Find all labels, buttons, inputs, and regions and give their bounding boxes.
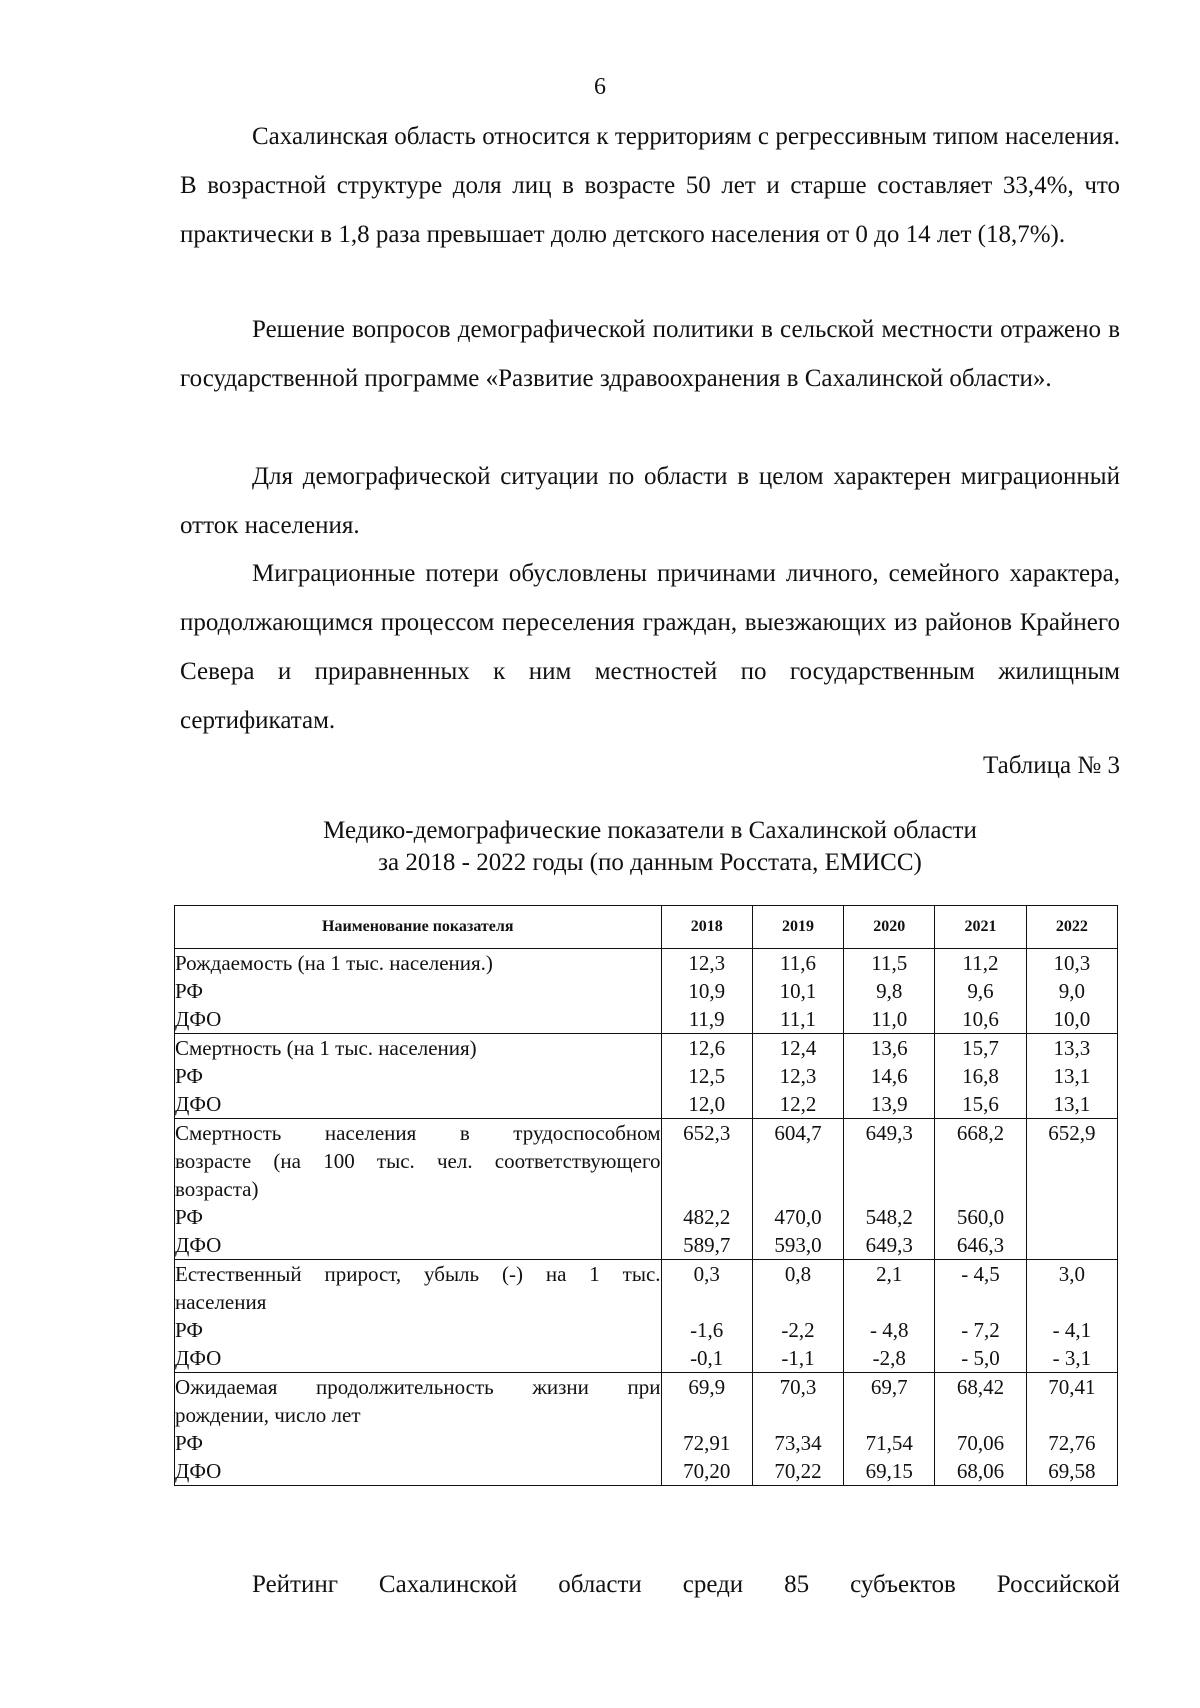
- value: [1027, 1401, 1117, 1429]
- indicator-line: населения: [175, 1290, 267, 1314]
- value: 69,9: [688, 1375, 726, 1399]
- indicator-line: РФ: [175, 1318, 203, 1342]
- value: 72,76: [1048, 1431, 1096, 1455]
- indicator-line: РФ: [175, 1205, 203, 1229]
- value-cell: [844, 1119, 935, 1260]
- value: [753, 1147, 843, 1175]
- paragraph-2: Решение вопросов демографической политики в сельской местности отражено в государственной программе «Развитие здравоохранения в Сахалинской области».: [180, 316, 1120, 392]
- value: [662, 1288, 752, 1316]
- value: [935, 1288, 1025, 1316]
- indicator-line: Рождаемость (на 1 тыс. населения.): [175, 951, 493, 975]
- value: 0,3: [693, 1262, 720, 1286]
- value: [753, 1288, 843, 1316]
- value-cell: [935, 1119, 1026, 1260]
- value: 12,6: [688, 1036, 726, 1060]
- value: [935, 1401, 1025, 1429]
- indicator-line: Смертность населения в трудоспособном: [175, 1121, 661, 1145]
- value: 13,1: [1053, 1064, 1091, 1088]
- indicator-line: Ожидаемая продолжительность жизни при: [175, 1375, 661, 1399]
- value-cell: [935, 1260, 1026, 1373]
- value: 71,54: [865, 1431, 913, 1455]
- value: 10,0: [1053, 1007, 1091, 1031]
- value: 70,3: [779, 1375, 817, 1399]
- value: [1027, 1175, 1117, 1203]
- value: 10,1: [779, 979, 817, 1003]
- value: [844, 1401, 934, 1429]
- indicator-line: РФ: [175, 1431, 203, 1455]
- value-cell: [1026, 949, 1117, 1034]
- header-year-2021: 2021: [935, 906, 1026, 949]
- value: 604,7: [774, 1121, 822, 1145]
- indicator-line: ДФО: [175, 1459, 222, 1483]
- value: 69,7: [870, 1375, 908, 1399]
- value: -2,2: [781, 1318, 815, 1342]
- value: [662, 1147, 752, 1175]
- value-cell: [1026, 1119, 1117, 1260]
- indicator-line: РФ: [175, 1064, 203, 1088]
- paragraph-3: Для демографической ситуации по области в целом характерен миграционный отток населения.: [180, 463, 1120, 539]
- value: - 3,1: [1052, 1346, 1092, 1370]
- value: 548,2: [865, 1205, 913, 1229]
- table-row-birth-rate: [175, 949, 1118, 1034]
- value-cell: [1026, 1373, 1117, 1486]
- indicator-line: возраста): [175, 1177, 259, 1201]
- value: 10,9: [688, 979, 726, 1003]
- value: [844, 1288, 934, 1316]
- value: 649,3: [865, 1121, 913, 1145]
- value: 589,7: [683, 1233, 731, 1257]
- value: [662, 1175, 752, 1203]
- indicator-name: [175, 949, 662, 1034]
- value: 470,0: [774, 1205, 822, 1229]
- value: 13,3: [1053, 1036, 1091, 1060]
- header-year-2022: 2022: [1026, 906, 1117, 949]
- value: 560,0: [956, 1205, 1005, 1229]
- table-row-natural-increase: [175, 1260, 1118, 1373]
- value: 12,5: [688, 1064, 726, 1088]
- indicator-line: ДФО: [175, 1346, 222, 1370]
- indicator-line: ДФО: [175, 1233, 222, 1257]
- value: 14,6: [870, 1064, 908, 1088]
- value: 10,6: [962, 1007, 999, 1031]
- value: - 4,1: [1052, 1318, 1092, 1342]
- value-cell: [752, 1034, 843, 1119]
- header-year-2020: 2020: [844, 906, 935, 949]
- value: 13,1: [1053, 1092, 1091, 1116]
- value: 72,91: [683, 1431, 731, 1455]
- value-cell: [661, 1119, 752, 1260]
- value: 652,3: [683, 1121, 731, 1145]
- value: 70,06: [956, 1431, 1005, 1455]
- value: [935, 1175, 1025, 1203]
- table-label: Таблица № 3: [982, 752, 1120, 779]
- value: -1,6: [690, 1318, 724, 1342]
- value: [1027, 1288, 1117, 1316]
- header-year-2018: 2018: [661, 906, 752, 949]
- value: 11,1: [779, 1007, 816, 1031]
- indicator-line: ДФО: [175, 1007, 222, 1031]
- indicator-name: [175, 1260, 662, 1373]
- paragraph-4: Миграционные потери обусловлены причинами личного, семейного характера, продолжающимся процессом переселения граждан, выезжающих из районов Крайнего Севера и приравненных к ним местностей по государственным жилищным сертификатам.: [180, 560, 1120, 734]
- value-cell: [935, 1034, 1026, 1119]
- value: 0,8: [784, 1262, 812, 1286]
- value: 9,0: [1058, 979, 1085, 1003]
- header-year-2019: 2019: [752, 906, 843, 949]
- value: 12,3: [688, 951, 726, 975]
- value: 11,5: [871, 951, 908, 975]
- value: - 5,0: [961, 1346, 1000, 1370]
- value-cell: [844, 1373, 935, 1486]
- value: [753, 1401, 843, 1429]
- value: 10,3: [1053, 951, 1091, 975]
- value: - 4,8: [870, 1318, 909, 1342]
- value: 70,41: [1048, 1375, 1096, 1399]
- value: [662, 1401, 752, 1429]
- value: 70,20: [683, 1459, 731, 1483]
- value: 652,9: [1048, 1121, 1096, 1145]
- indicator-line: рождении, число лет: [175, 1403, 361, 1427]
- value: [935, 1147, 1025, 1175]
- value: [1027, 1231, 1117, 1259]
- indicator-name: [175, 1373, 662, 1486]
- value-cell: [752, 1260, 843, 1373]
- value: [844, 1147, 934, 1175]
- value-cell: [752, 1119, 843, 1260]
- value: 15,7: [962, 1036, 999, 1060]
- value-cell: [1026, 1260, 1117, 1373]
- value: -0,1: [690, 1346, 724, 1370]
- value-cell: [844, 949, 935, 1034]
- value: 12,2: [779, 1092, 817, 1116]
- value: 482,2: [683, 1205, 731, 1229]
- value: 13,9: [870, 1092, 908, 1116]
- paragraph-1: Сахалинская область относится к территориям с регрессивным типом населения. В возрастной структуре доля лиц в возрасте 50 лет и старше составляет 33,4%, что практически в 1,8 раза превышает долю детского населения от 0 до 14 лет (18,7%).: [180, 123, 1120, 248]
- value: 3,0: [1058, 1262, 1085, 1286]
- value: [753, 1175, 843, 1203]
- indicator-name: [175, 1034, 662, 1119]
- value: [1027, 1203, 1117, 1231]
- page-number: 6: [594, 74, 606, 100]
- value-cell: [844, 1260, 935, 1373]
- value: 68,42: [956, 1375, 1005, 1399]
- value: 15,6: [962, 1092, 999, 1116]
- value: 11,9: [688, 1007, 725, 1031]
- value: - 4,5: [961, 1262, 1000, 1286]
- value: 9,8: [876, 979, 903, 1003]
- value: 13,6: [870, 1036, 908, 1060]
- indicator-line: РФ: [175, 979, 203, 1003]
- value: [844, 1175, 934, 1203]
- demographic-indicators-table: [174, 905, 1118, 1486]
- value: 12,4: [779, 1036, 817, 1060]
- value: 11,2: [962, 951, 999, 975]
- value: 12,3: [779, 1064, 817, 1088]
- value-cell: [935, 1373, 1026, 1486]
- value: 11,0: [871, 1007, 908, 1031]
- table-row-working-age-mortality: [175, 1119, 1118, 1260]
- indicator-line: возрасте (на 100 тыс. чел. соответствующего: [175, 1149, 661, 1173]
- value-cell: [661, 1260, 752, 1373]
- value-cell: [752, 949, 843, 1034]
- table-title-line-2: за 2018 - 2022 годы (по данным Росстата, ЕМИСС): [378, 849, 922, 876]
- value: 2,1: [876, 1262, 903, 1286]
- header-indicator: Наименование показателя: [175, 906, 662, 949]
- value: 16,8: [962, 1064, 999, 1088]
- value: 70,22: [774, 1459, 822, 1483]
- value: 668,2: [956, 1121, 1005, 1145]
- value-cell: [844, 1034, 935, 1119]
- value-cell: [1026, 1034, 1117, 1119]
- indicator-line: ДФО: [175, 1092, 222, 1116]
- indicator-name: [175, 1119, 662, 1260]
- value: 68,06: [956, 1459, 1005, 1483]
- table-row-mortality: [175, 1034, 1118, 1119]
- indicator-line: Естественный прирост, убыль (-) на 1 тыс.: [175, 1262, 661, 1286]
- value: -1,1: [781, 1346, 815, 1370]
- value-cell: [752, 1373, 843, 1486]
- value: - 7,2: [961, 1318, 1000, 1342]
- value-cell: [661, 1034, 752, 1119]
- paragraph-5-start: Рейтинг Сахалинской области среди 85 субъектов Российской: [252, 1571, 1120, 1598]
- value: 73,34: [774, 1431, 822, 1455]
- value: 69,58: [1048, 1459, 1096, 1483]
- value: 12,0: [688, 1092, 726, 1116]
- value: 9,6: [967, 979, 994, 1003]
- value: 646,3: [956, 1233, 1005, 1257]
- value-cell: [661, 1373, 752, 1486]
- value-cell: [935, 949, 1026, 1034]
- indicator-line: Смертность (на 1 тыс. населения): [175, 1036, 477, 1060]
- table-title-line-1: Медико-демографические показатели в Сахалинской области: [323, 817, 977, 844]
- value: [1027, 1147, 1117, 1175]
- value: 649,3: [865, 1233, 913, 1257]
- value: 11,6: [779, 951, 816, 975]
- value: 593,0: [774, 1233, 822, 1257]
- value: -2,8: [872, 1346, 906, 1370]
- table-row-life-expectancy: [175, 1373, 1118, 1486]
- value-cell: [661, 949, 752, 1034]
- value: 69,15: [865, 1459, 913, 1483]
- table-header-row: [175, 906, 1118, 949]
- table-title: [200, 815, 1100, 879]
